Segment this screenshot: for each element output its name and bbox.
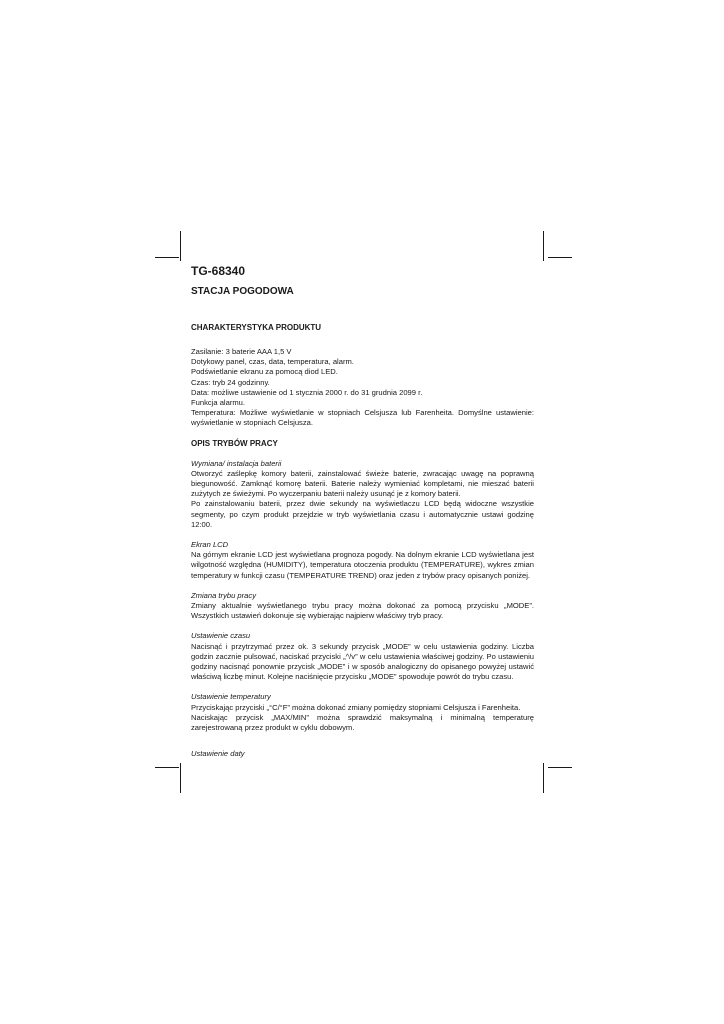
crop-mark-bottom-left-v: [180, 763, 181, 793]
crop-mark-bottom-right-v: [543, 763, 544, 793]
subheading-date: Ustawienie daty: [191, 749, 245, 759]
paragraph-temperature-2: Naciskając przycisk „MAX/MIN” można sprawdzić maksymalną i minimalną temperaturę zarejestrowaną przez produkt w cyklu dobowym.: [191, 712, 534, 733]
subheading-lcd: Ekran LCD: [191, 540, 229, 550]
subheading-battery: Wymiana/ instalacja baterii: [191, 458, 282, 468]
features-list: [191, 347, 534, 429]
paragraph-battery-1: Otworzyć zaślepkę komory baterii, zainstalować świeże baterie, zwracając uwagę na poprawną biegunowość. Zamknąć komorę baterii. Baterie należy wymieniać kompletami, nie mieszać baterii zużytych ze świeżymi. Po wyczerpaniu baterii należy usunąć je z komory baterii.: [191, 468, 534, 499]
paragraph-temperature-1: Przyciskając przyciski „°C/°F” można dokonać zmiany pomiędzy stopniami Celsjusza i Farenheita.: [191, 702, 521, 712]
crop-mark-top-right-v: [543, 231, 544, 261]
subheading-mode-change: Zmiana trybu pracy: [191, 590, 256, 600]
paragraph-lcd: Na górnym ekranie LCD jest wyświetlana prognoza pogody. Na dolnym ekranie LCD wyświetlana jest wilgotność względna (HUMIDITY), temperatura otoczenia produktu (TEMPERATURE), wykres zmian temperatury w funkcji czasu (TEMPERATURE TREND) oraz jeden z trybów pracy opisanych poniżej.: [191, 550, 534, 580]
section-heading-modes: OPIS TRYBÓW PRACY: [191, 438, 278, 448]
feature-line: Data: możliwe ustawienie od 1 stycznia 2000 r. do 31 grudnia 2099 r.: [191, 387, 423, 397]
document-page-content: [191, 264, 534, 760]
subheading-time: Ustawienie czasu: [191, 631, 251, 641]
paragraph-mode-change: Zmiany aktualnie wyświetlanego trybu pracy można dokonać za pomocą przycisku „MODE”. Wszystkich ustawień dokonuje się wybierając najpierw właściwy tryb pracy.: [191, 601, 534, 621]
paragraph-time: Nacisnąć i przytrzymać przez ok. 3 sekundy przycisk „MODE” w celu ustawienia godziny. Liczba godzin zacznie pulsować, naciskać przyciski „^/v” w celu ustawienia właściwej godziny. Po ustawieniu godziny nacisnąć ponownie przycisk „MODE” i w sposób analogiczny do opisanego powyżej ustawić właściwą liczbę minut. Kolejne naciśnięcie przycisku „MODE” spowoduje powrót do trybu czasu.: [191, 641, 534, 682]
crop-mark-top-right-h: [548, 257, 572, 258]
section-heading-features: CHARAKTERYSTYKA PRODUKTU: [191, 323, 322, 332]
product-code: TG-68340: [191, 264, 246, 278]
feature-line: Zasilanie: 3 baterie AAA 1,5 V: [191, 347, 292, 356]
feature-line: Funkcja alarmu.: [191, 398, 246, 408]
crop-mark-top-left-h: [155, 257, 179, 258]
crop-mark-bottom-right-h: [548, 767, 572, 768]
crop-mark-bottom-left-h: [155, 767, 179, 768]
product-name: STACJA POGODOWA: [191, 286, 294, 297]
crop-mark-top-left-v: [180, 231, 181, 261]
feature-line: Podświetlanie ekranu za pomocą diod LED.: [191, 367, 338, 377]
feature-line: Czas: tryb 24 godzinny.: [191, 377, 270, 387]
feature-line: Dotykowy panel, czas, data, temperatura, alarm.: [191, 357, 354, 367]
feature-line: Temperatura: Możliwe wyświetlanie w stopniach Celsjusza lub Farenheita. Domyślne ustawienie: wyświetlanie w stopniach Celsjusza.: [191, 408, 534, 428]
paragraph-battery-2: Po zainstalowaniu baterii, przez dwie sekundy na wyświetlaczu LCD będą widoczne wszystkie segmenty, po czym produkt przejdzie w tryb wyświetlania czasu i automatycznie ustawi godzinę 12:00.: [191, 499, 534, 529]
subheading-temperature: Ustawienie temperatury: [191, 692, 271, 702]
